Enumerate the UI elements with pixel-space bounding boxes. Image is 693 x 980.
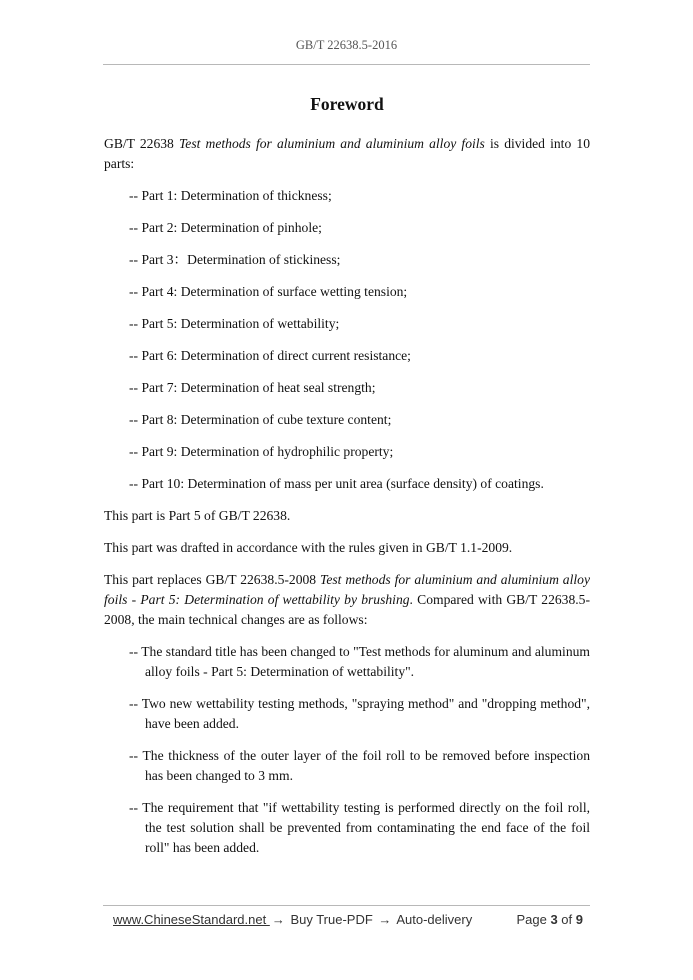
page-label: Page [516,912,547,927]
change-item: -- The standard title has been changed to "Test methods for aluminum and aluminum alloy foils - Part 5: Determination of wettability". [129,644,590,679]
arrow-right-icon: → [271,912,285,927]
part-item: -- Part 6: Determination of direct current resistance; [129,348,411,363]
part-item: -- Part 5: Determination of wettability; [129,316,340,331]
site-link[interactable]: www.ChineseStandard.net [113,912,270,927]
replaces-tail: . Compared with GB/T 22638.5-2008, the main technical changes are as follows: [104,592,591,627]
part-item: -- Part 10: Determination of mass per unit area (surface density) of coatings. [129,476,544,491]
part-item: -- Part 1: Determination of thickness; [129,188,332,203]
auto-delivery-text: Auto-delivery [396,912,473,927]
intro-tail: is divided into 10 parts: [104,136,590,171]
footer-links [113,912,472,927]
part-item: -- Part 7: Determination of heat seal strength; [129,380,376,395]
current-page-number: 3 [550,912,558,927]
page-indicator [516,912,583,927]
changes-list [104,642,590,858]
intro-paragraph [104,134,590,174]
replaces-paragraph [104,570,590,630]
part-item: -- Part 4: Determination of surface wetting tension; [129,284,408,299]
total-pages: 9 [575,912,583,927]
footer-divider [103,905,590,906]
part-item: -- Part 9: Determination of hydrophilic property; [129,444,394,459]
change-item: -- The thickness of the outer layer of the foil roll to be removed before inspection has been changed to 3 mm. [129,748,590,783]
part-item: -- Part 3：Determination of stickiness; [129,252,341,267]
drafting-statement: This part was drafted in accordance with the rules given in GB/T 1.1-2009. [104,540,513,555]
part-statement: This part is Part 5 of GB/T 22638. [104,508,291,523]
intro-standard-number: GB/T 22638 [104,136,179,151]
buy-pdf-text: Buy True-PDF [290,912,373,927]
page-body [104,92,590,870]
running-header: GB/T 22638.5-2016 [295,38,398,52]
header-divider [103,64,590,65]
page-title: Foreword [310,94,384,114]
arrow-right-icon: → [378,912,392,927]
parts-list [104,186,590,494]
change-item: -- The requirement that "if wettability testing is performed directly on the foil roll, the test solution shall be prevented from contaminating the end face of the foil roll" has been added. [129,800,590,855]
replaces-old-title: Test methods for aluminium and aluminium alloy foils - Part 5: Determination of wettability by brushing [104,572,590,607]
page-footer [113,912,583,930]
intro-standard-title: Test methods for aluminium and aluminium alloy foils [178,136,485,151]
part-item: -- Part 8: Determination of cube texture content; [129,412,392,427]
change-item: -- Two new wettability testing methods, "spraying method" and "dropping method", have been added. [129,696,590,731]
replaces-lead: This part replaces GB/T 22638.5-2008 [104,572,321,587]
part-item: -- Part 2: Determination of pinhole; [129,220,322,235]
of-label: of [561,912,573,927]
